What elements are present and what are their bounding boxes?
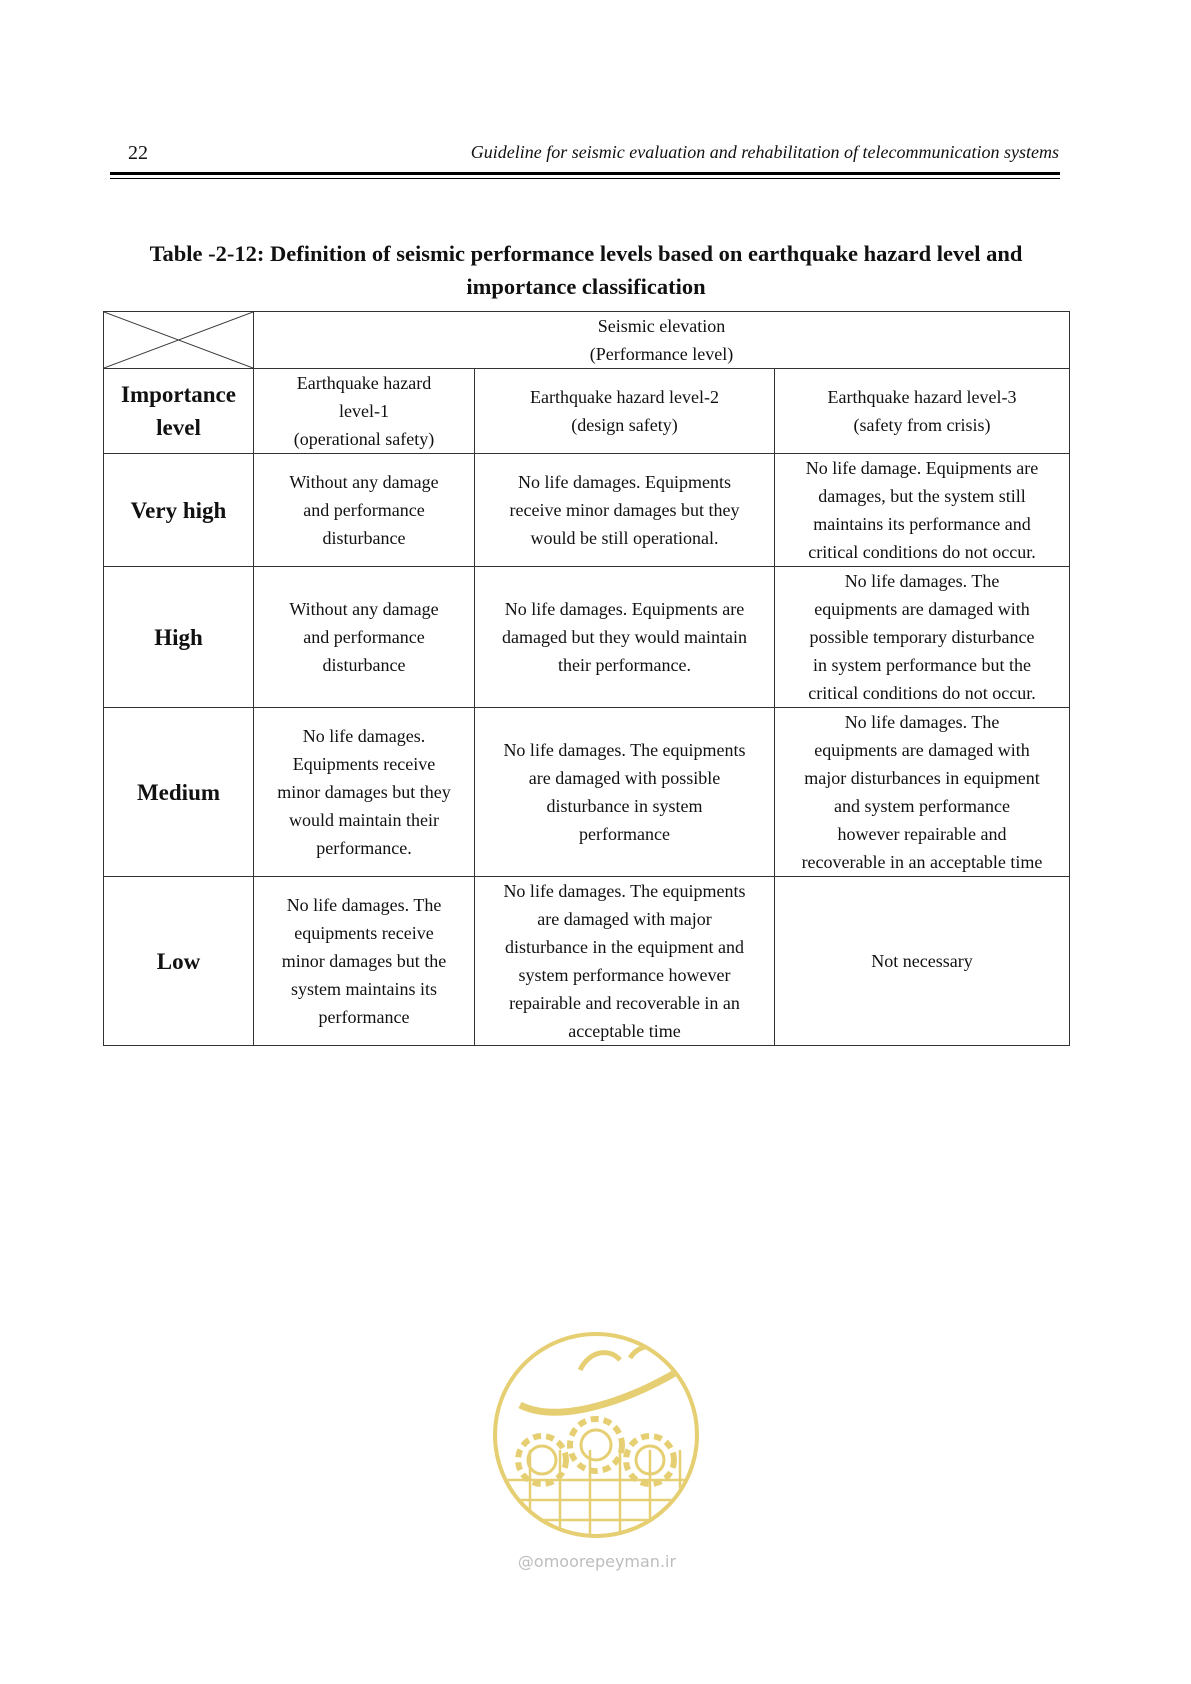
cell-medium-level-2: No life damages. The equipments are damaged with possible disturbance in system performance (475, 708, 775, 877)
cell-low-level-2: No life damages. The equipments are damaged with major disturbance in the equipment and system performance however repairable and recoverable in an acceptable time (475, 877, 775, 1046)
table-group-header-row (104, 312, 1070, 369)
column-header-level-3: Earthquake hazard level-3 (safety from crisis) (775, 369, 1070, 454)
table-caption-line-2: importance classification (466, 274, 706, 299)
table-row (104, 567, 1070, 708)
table-caption-line-1: Table -2-12: Definition of seismic performance levels based on earthquake hazard level and (149, 241, 1023, 266)
cell-medium-level-3: No life damages. The equipments are damaged with major disturbances in equipment and system performance however repairable and recoverable in an acceptable time (775, 708, 1070, 877)
cell-low-level-3: Not necessary (775, 877, 1070, 1046)
performance-levels-table (103, 311, 1070, 1046)
corner-diagonal-cell (104, 312, 254, 369)
cell-high-level-3: No life damages. The equipments are damaged with possible temporary disturbance in system performance but the critical conditions do not occur. (775, 567, 1070, 708)
watermark-logo (490, 1330, 702, 1540)
running-title: Guideline for seismic evaluation and rehabilitation of telecommunication systems (470, 142, 1059, 162)
cell-low-level-1: No life damages. The equipments receive minor damages but the system maintains its performance (254, 877, 475, 1046)
page-number: 22 (128, 142, 148, 164)
column-header-level-1: Earthquake hazard level-1 (operational safety) (254, 369, 475, 454)
group-header-seismic-elevation: Seismic elevation (Performance level) (254, 312, 1070, 369)
cell-very-high-level-1: Without any damage and performance disturbance (254, 454, 475, 567)
column-header-level-2: Earthquake hazard level-2 (design safety) (475, 369, 775, 454)
table-row (104, 877, 1070, 1046)
row-label-medium: Medium (104, 708, 254, 877)
diagonal-cross-lines (104, 312, 253, 368)
row-label-very-high: Very high (104, 454, 254, 567)
table-caption (103, 237, 1069, 303)
header-rule-thin (110, 178, 1060, 179)
cell-medium-level-1: No life damages. Equipments receive minor damages but they would maintain their performance. (254, 708, 475, 877)
table-column-header-row (104, 369, 1070, 454)
cell-very-high-level-2: No life damages. Equipments receive minor damages but they would be still operational. (475, 454, 775, 567)
header-rule-thick (110, 172, 1060, 175)
cell-high-level-2: No life damages. Equipments are damaged but they would maintain their performance. (475, 567, 775, 708)
importance-level-header: Importance level (104, 369, 254, 454)
table-row (104, 454, 1070, 567)
table-row (104, 708, 1070, 877)
watermark-url: @omoorepeyman.ir (517, 1552, 677, 1571)
cell-very-high-level-3: No life damage. Equipments are damages, but the system still maintains its performance and critical conditions do not occur. (775, 454, 1070, 567)
row-label-high: High (104, 567, 254, 708)
cell-high-level-1: Without any damage and performance disturbance (254, 567, 475, 708)
row-label-low: Low (104, 877, 254, 1046)
